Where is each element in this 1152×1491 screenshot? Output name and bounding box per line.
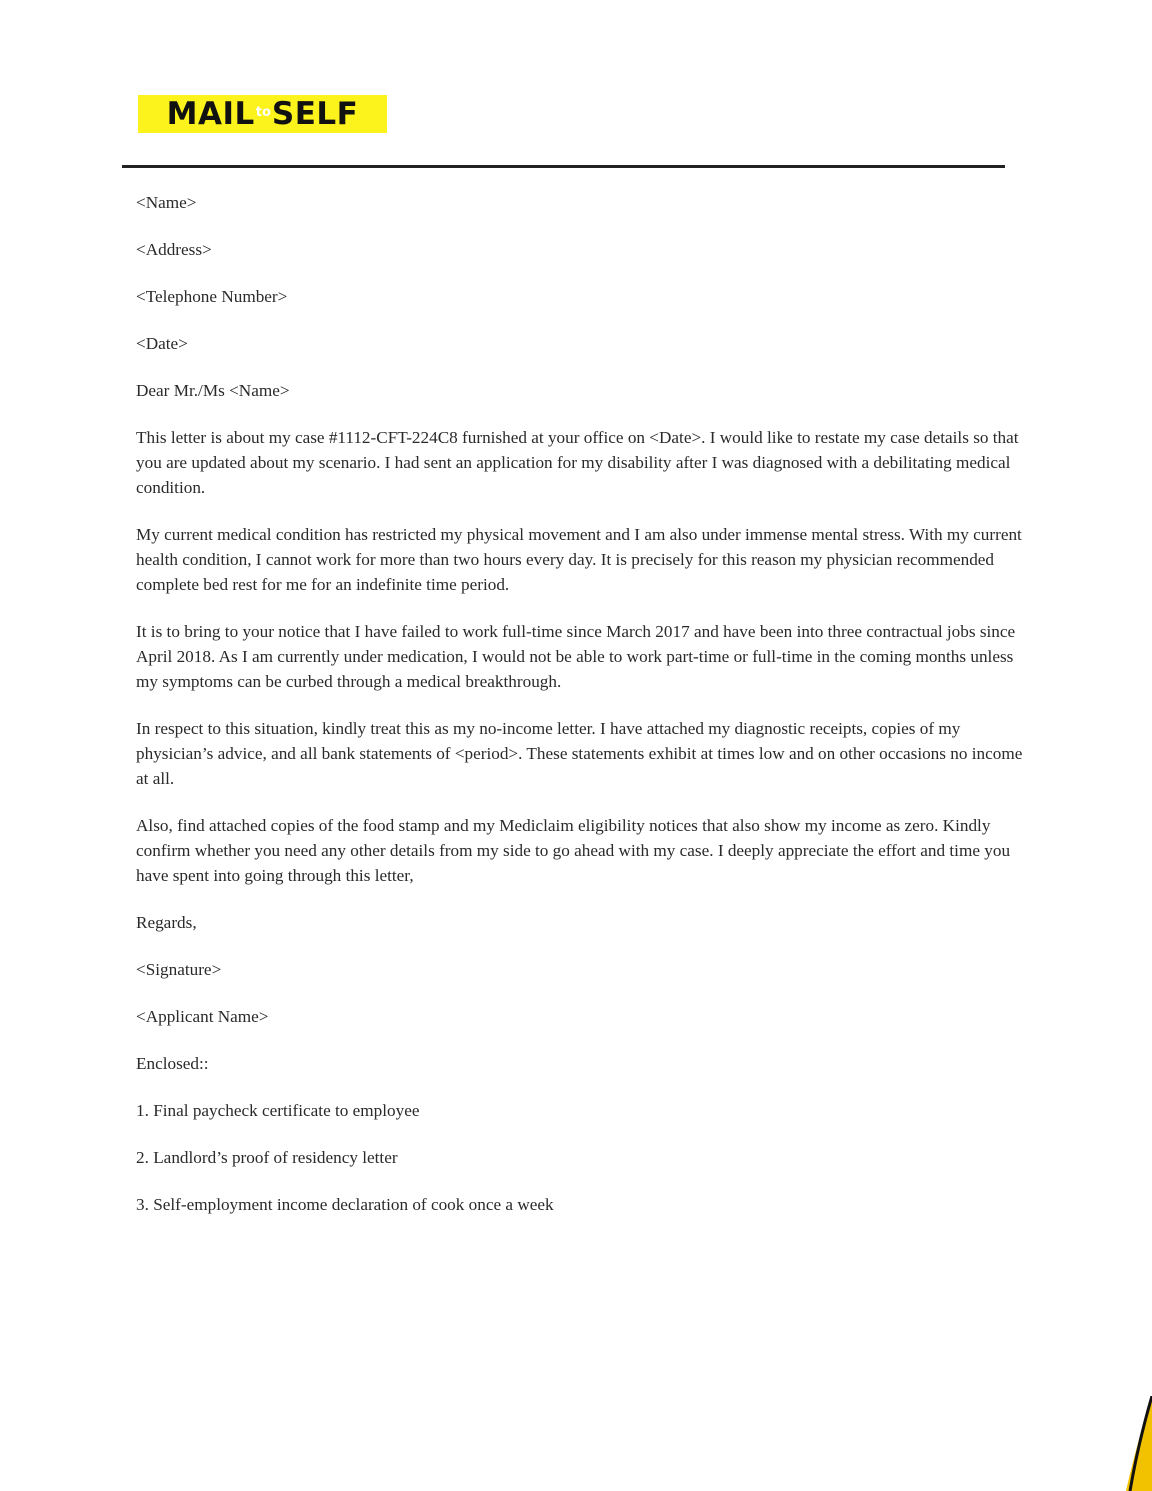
enclosure-item: 2. Landlord’s proof of residency letter [136,1148,398,1167]
paragraph-case-details: This letter is about my case #1112-CFT-224C8 furnished at your office on <Date>. I would like to restate my case details so that you are updated about my scenario. I had sent an application for my disability after I was diagnosed with a debilitating medical condition. [136,428,1019,497]
paragraph-no-income: In respect to this situation, kindly treat this as my no-income letter. I have attached my diagnostic receipts, copies of my physician’s advice, and all bank statements of <period>. These statements exhibit at times low and on other occasions no income at all. [136,719,1023,788]
logo-text-mail: MAIL [166,96,255,132]
mailtoself-logo [138,95,387,133]
sender-name: <Name> [136,193,197,212]
page-corner-decoration [1122,1396,1152,1491]
sender-address: <Address> [136,240,212,259]
logo-text-to: to [255,104,271,120]
logo-text-self: SELF [271,96,359,132]
enclosed-label: Enclosed:: [136,1054,209,1073]
paragraph-work-history: It is to bring to your notice that I have failed to work full-time since March 2017 and have been into three contractual jobs since April 2018. As I am currently under medication, I would not be able to work part-time or full-time in the coming months unless my symptoms can be curbed through a medical breakthrough. [136,622,1016,691]
header-divider [122,165,1005,168]
letter-body [136,190,1026,1239]
paragraph-attachments: Also, find attached copies of the food stamp and my Mediclaim eligibility notices that also show my income as zero. Kindly confirm whether you need any other details from my side to go ahead with my case. I deeply appreciate the effort and time you have spent into going through this letter, [136,816,1011,885]
sender-telephone: <Telephone Number> [136,287,288,306]
applicant-name: <Applicant Name> [136,1007,269,1026]
closing: Regards, [136,913,197,932]
enclosure-item: 3. Self-employment income declaration of cook once a week [136,1195,554,1214]
letter-date: <Date> [136,334,188,353]
enclosure-item: 1. Final paycheck certificate to employee [136,1101,420,1120]
salutation: Dear Mr./Ms <Name> [136,381,290,400]
signature: <Signature> [136,960,222,979]
paragraph-medical-condition: My current medical condition has restricted my physical movement and I am also under immense mental stress. With my current health condition, I cannot work for more than two hours every day. It is precisely for this reason my physician recommended complete bed rest for me for an indefinite time period. [136,525,1022,594]
